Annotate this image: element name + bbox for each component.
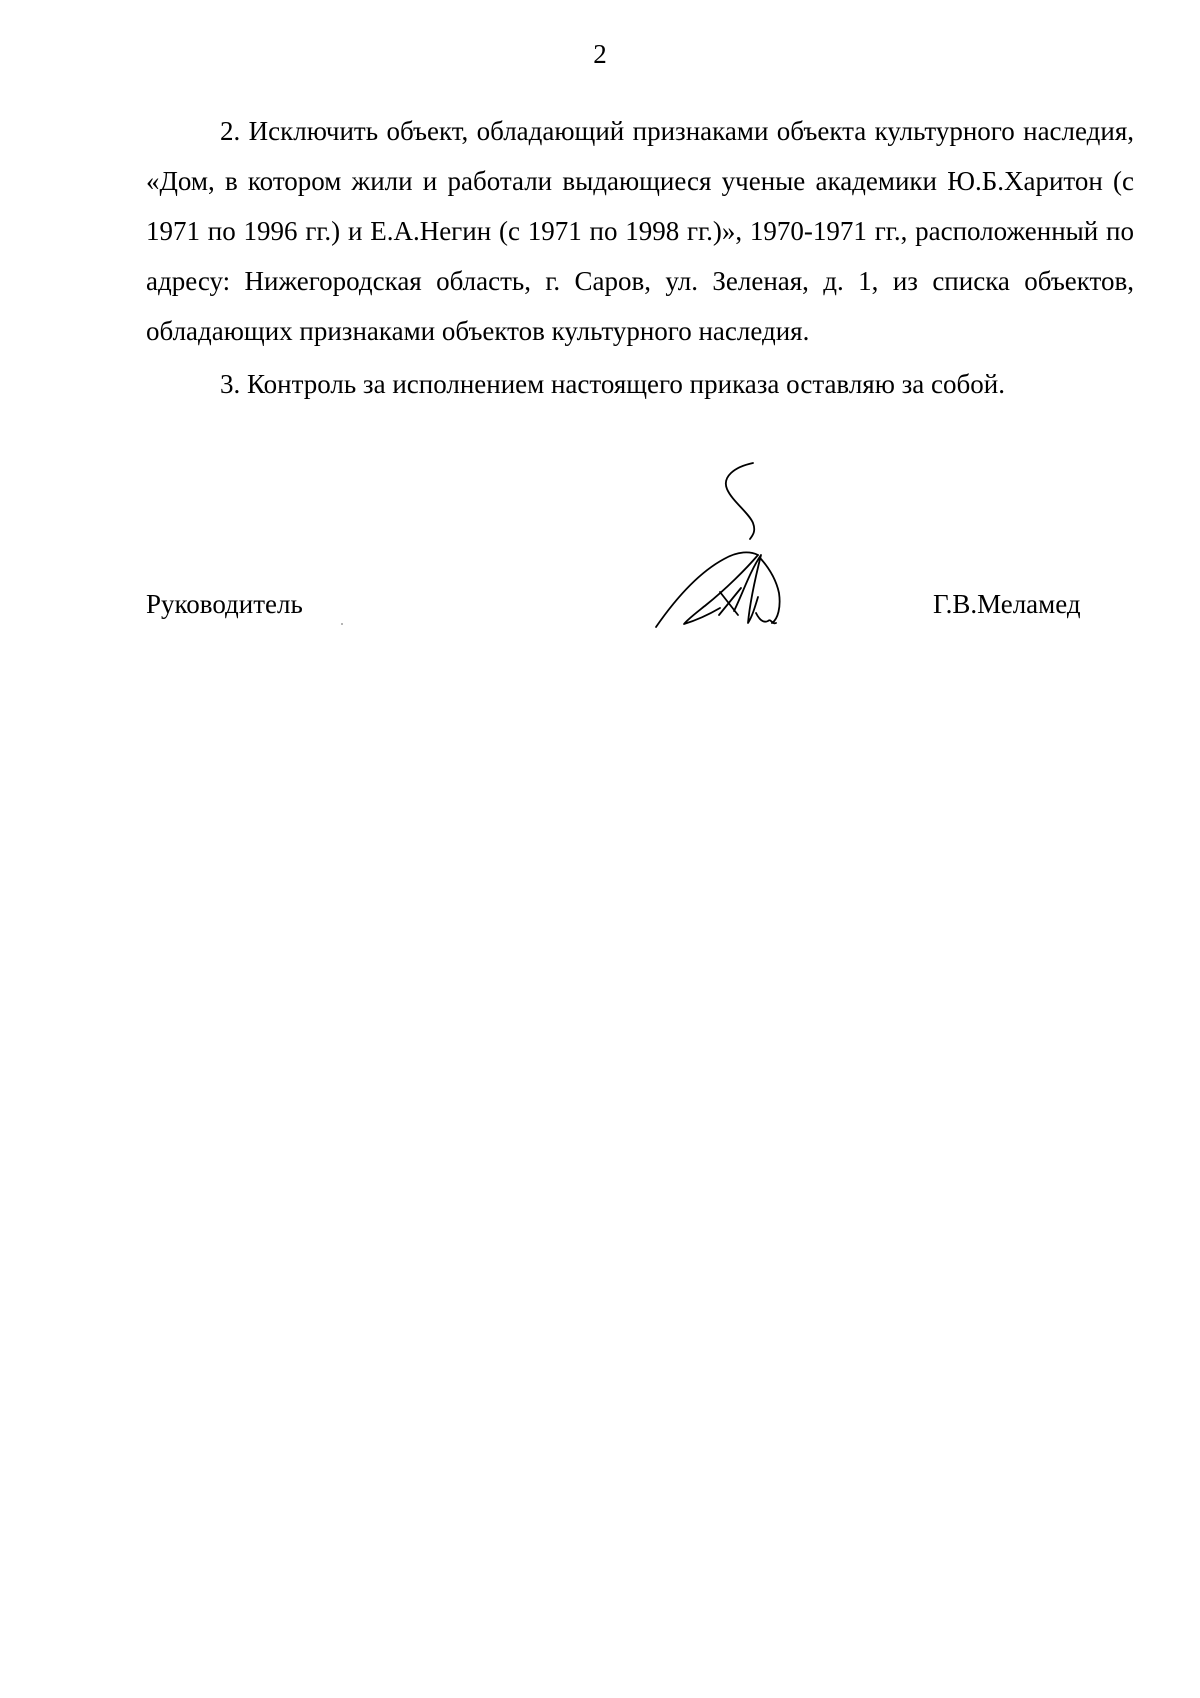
scan-speck xyxy=(341,623,343,625)
paragraph-item-2: 2. Исключить объект, обладающий признаками объекта культурного наследия, «Дом, в котором жили и работали выдающиеся ученые академики Ю.Б.Харитон (с 1971 по 1996 гг.) и Е.А.Негин (с 1971 по 1998 гг.)», 1970-1971 гг., расположенный по адресу: Нижегородская область, г. Саров, ул. Зеленая, д. 1, из списка объектов, обладающих признаками объектов культурного наследия. xyxy=(146,116,1134,346)
document-body xyxy=(146,106,1134,409)
page-number: 2 xyxy=(593,39,607,69)
handwritten-signature xyxy=(650,455,810,645)
paragraph-item-3: 3. Контроль за исполнением настоящего приказа оставляю за собой. xyxy=(220,369,1005,399)
signatory-name: Г.В.Меламед xyxy=(933,589,1081,619)
signatory-position: Руководитель xyxy=(146,589,303,619)
